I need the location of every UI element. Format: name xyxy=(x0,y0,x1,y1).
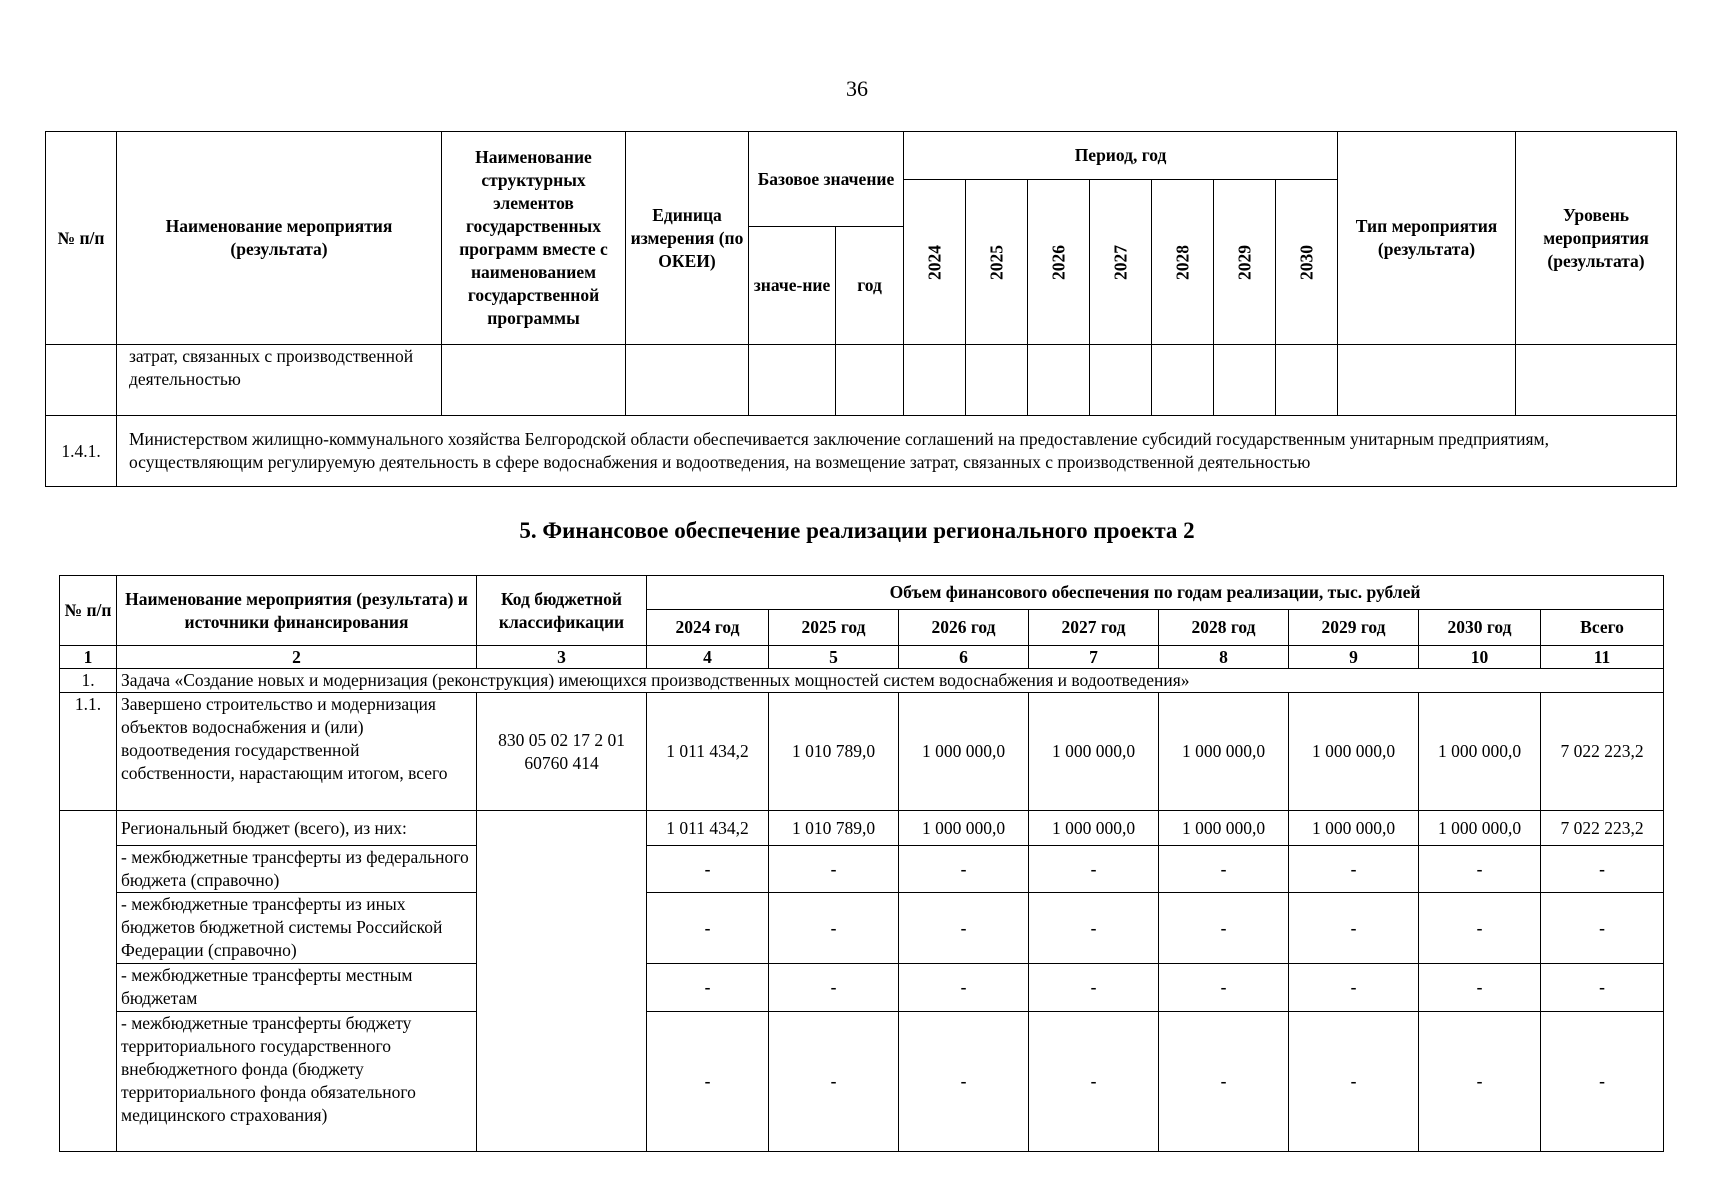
row-value: 1 010 789,0 xyxy=(769,693,899,811)
table-row xyxy=(60,964,1664,1012)
t1-header-type: Тип мероприятия (результата) xyxy=(1338,132,1516,345)
t1-header-unit: Единица измерения (по ОКЕИ) xyxy=(626,132,749,345)
row-value: - xyxy=(769,846,899,893)
row-value: - xyxy=(899,893,1029,964)
col-number: 2 xyxy=(117,646,477,669)
row-value: - xyxy=(1541,964,1664,1012)
t1-header-level: Уровень мероприятия (результата) xyxy=(1516,132,1677,345)
row-value: - xyxy=(1289,1012,1419,1152)
row-value: 1 000 000,0 xyxy=(1029,811,1159,846)
row-name: Завершено строительство и модернизация объектов водоснабжения и (или) водоотведения государственной собственности, нарастающим итогом, всего xyxy=(117,693,477,811)
row-value: - xyxy=(1029,893,1159,964)
t1-year-2025: 2025 xyxy=(966,180,1028,345)
t1-year-2028: 2028 xyxy=(1152,180,1214,345)
t2-year-2027: 2027 год xyxy=(1029,610,1159,646)
row-value: - xyxy=(1419,846,1541,893)
row-value: - xyxy=(1159,964,1289,1012)
row-value: - xyxy=(1159,893,1289,964)
table-row xyxy=(60,893,1664,964)
col-number: 7 xyxy=(1029,646,1159,669)
table-row xyxy=(60,1012,1664,1152)
table-row xyxy=(60,811,1664,846)
t2-header-volume: Объем финансового обеспечения по годам реализации, тыс. рублей xyxy=(647,576,1664,610)
page-number: 36 xyxy=(846,76,868,101)
t2-year-2026: 2026 год xyxy=(899,610,1029,646)
t1-year-2029: 2029 xyxy=(1214,180,1276,345)
row-value: - xyxy=(769,893,899,964)
indicators-table xyxy=(45,131,1677,487)
t2-year-2024: 2024 год xyxy=(647,610,769,646)
table-row xyxy=(60,846,1664,893)
row-value: - xyxy=(647,893,769,964)
row-value: - xyxy=(769,964,899,1012)
row-value: 1 000 000,0 xyxy=(1159,811,1289,846)
row-value: - xyxy=(1289,893,1419,964)
t1-cont-row-text: затрат, связанных с производственной деятельностью xyxy=(117,345,442,416)
task-text: Задача «Создание новых и модернизация (реконструкция) имеющихся производственных мощностей систем водоснабжения и водоотведения» xyxy=(117,669,1664,693)
row-value: - xyxy=(769,1012,899,1152)
row-value: - xyxy=(1159,1012,1289,1152)
row-value: - xyxy=(1419,893,1541,964)
t1-year-2030: 2030 xyxy=(1276,180,1338,345)
row-name: - межбюджетные трансферты из иных бюджетов бюджетной системы Российской Федерации (справочно) xyxy=(117,893,477,964)
row-value: 1 011 434,2 xyxy=(647,811,769,846)
row-value: 7 022 223,2 xyxy=(1541,693,1664,811)
row-value: - xyxy=(1419,964,1541,1012)
t1-header-base-year: год xyxy=(836,227,904,345)
t2-year-2028: 2028 год xyxy=(1159,610,1289,646)
row-value: 1 000 000,0 xyxy=(1289,811,1419,846)
row-value: - xyxy=(899,846,1029,893)
table-row xyxy=(60,693,1664,811)
col-number: 10 xyxy=(1419,646,1541,669)
row-value: 1 000 000,0 xyxy=(1159,693,1289,811)
row-value: - xyxy=(1419,1012,1541,1152)
col-number: 6 xyxy=(899,646,1029,669)
t1-header-name: Наименование мероприятия (результата) xyxy=(117,132,442,345)
row-num: 1.1. xyxy=(60,693,117,811)
t1-header-base-value: значе-ние xyxy=(749,227,836,345)
col-number: 11 xyxy=(1541,646,1664,669)
row-value: - xyxy=(899,964,1029,1012)
col-number: 4 xyxy=(647,646,769,669)
row-value: - xyxy=(1541,893,1664,964)
row-value: - xyxy=(647,1012,769,1152)
t1-header-period: Период, год xyxy=(904,132,1338,180)
row-value: - xyxy=(1029,964,1159,1012)
row-value: 7 022 223,2 xyxy=(1541,811,1664,846)
t2-year-2030: 2030 год xyxy=(1419,610,1541,646)
row-value: 1 000 000,0 xyxy=(899,693,1029,811)
t1-year-2026: 2026 xyxy=(1028,180,1090,345)
row-value: - xyxy=(1541,1012,1664,1152)
row-value: - xyxy=(899,1012,1029,1152)
row-value: 1 010 789,0 xyxy=(769,811,899,846)
t2-header-num: № п/п xyxy=(60,576,117,646)
t2-year-2029: 2029 год xyxy=(1289,610,1419,646)
row-code: 830 05 02 17 2 01 60760 414 xyxy=(477,693,647,811)
t2-total: Всего xyxy=(1541,610,1664,646)
col-number: 3 xyxy=(477,646,647,669)
row-value: 1 011 434,2 xyxy=(647,693,769,811)
row-value: - xyxy=(1289,846,1419,893)
t2-year-2025: 2025 год xyxy=(769,610,899,646)
row-value: 1 000 000,0 xyxy=(1289,693,1419,811)
row-value: - xyxy=(647,964,769,1012)
col-number: 8 xyxy=(1159,646,1289,669)
row-name: Региональный бюджет (всего), из них: xyxy=(117,811,477,846)
t1-row-text: Министерством жилищно-коммунального хозяйства Белгородской области обеспечивается заключение соглашений на предоставление субсидий государственным унитарным предприятиям, осуществляющим регулируемую деятельность в сфере водоснабжения и водоотведения, на возмещение затрат, связанных с производственной деятельностью xyxy=(117,416,1677,487)
t1-year-2027: 2027 xyxy=(1090,180,1152,345)
row-value: - xyxy=(1289,964,1419,1012)
row-value: 1 000 000,0 xyxy=(1419,811,1541,846)
row-value: - xyxy=(1159,846,1289,893)
row-name: - межбюджетные трансферты из федерального бюджета (справочно) xyxy=(117,846,477,893)
t1-header-base: Базовое значение xyxy=(749,132,904,227)
row-name: - межбюджетные трансферты местным бюджетам xyxy=(117,964,477,1012)
t1-row-num: 1.4.1. xyxy=(46,416,117,487)
row-value: - xyxy=(1029,846,1159,893)
row-value: - xyxy=(1029,1012,1159,1152)
t2-header-name: Наименование мероприятия (результата) и источники финансирования xyxy=(117,576,477,646)
row-value: - xyxy=(647,846,769,893)
row-value: 1 000 000,0 xyxy=(1419,693,1541,811)
row-value: - xyxy=(1541,846,1664,893)
col-number: 5 xyxy=(769,646,899,669)
col-number: 1 xyxy=(60,646,117,669)
row-value: 1 000 000,0 xyxy=(1029,693,1159,811)
row-value: 1 000 000,0 xyxy=(899,811,1029,846)
section-title: 5. Финансовое обеспечение реализации регионального проекта 2 xyxy=(519,518,1195,543)
t1-header-num: № п/п xyxy=(46,132,117,345)
t2-header-code: Код бюджетной классификации xyxy=(477,576,647,646)
col-number: 9 xyxy=(1289,646,1419,669)
financing-table xyxy=(59,575,1664,1152)
task-num: 1. xyxy=(60,669,117,693)
t1-year-2024: 2024 xyxy=(904,180,966,345)
t1-header-struct: Наименование структурных элементов государственных программ вместе с наименованием государственной программы xyxy=(442,132,626,345)
row-name: - межбюджетные трансферты бюджету территориального государственного внебюджетного фонда (бюджету территориального фонда обязательного медицинского страхования) xyxy=(117,1012,477,1152)
